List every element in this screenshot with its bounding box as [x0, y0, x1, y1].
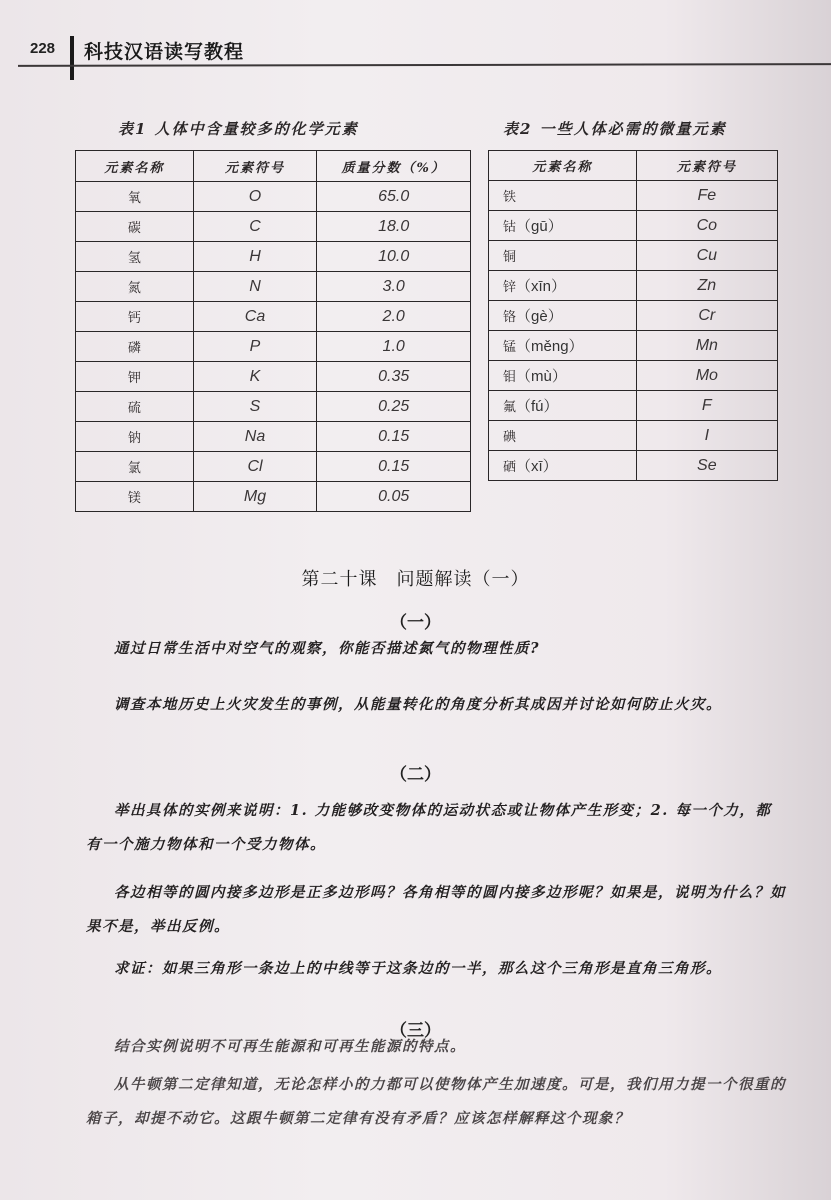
table-row — [76, 482, 471, 512]
table-header-row — [76, 151, 471, 182]
element-name: 氮 — [76, 272, 194, 302]
element-pinyin: （gè） — [516, 308, 563, 325]
element-name: 氧 — [76, 182, 194, 212]
table-row — [76, 242, 471, 272]
element-name: 钴 — [503, 220, 517, 235]
element-pinyin: （mù） — [516, 368, 567, 385]
mass-fraction: 0.25 — [317, 392, 471, 422]
mass-fraction: 1.0 — [317, 332, 471, 362]
element-symbol: Cu — [636, 241, 777, 271]
table-row — [489, 301, 778, 331]
table1-caption: 表1 人体中含量较多的化学元素 — [118, 120, 359, 138]
question-paragraph: 各边相等的圆内接多边形是正多边形吗？各角相等的圆内接多边形呢？如果是，说明为什么？如果不是，举出反例。 — [86, 884, 786, 935]
mass-fraction: 0.05 — [317, 482, 471, 512]
element-name: 铬 — [503, 310, 517, 325]
element-symbol: Zn — [636, 271, 777, 301]
element-symbol: Cr — [636, 301, 777, 331]
element-name-cell — [489, 241, 637, 271]
element-name: 氢 — [76, 242, 194, 272]
mass-fraction: 18.0 — [317, 212, 471, 242]
section-mark-1: （一） — [390, 613, 441, 633]
table-row — [489, 241, 778, 271]
element-symbol: K — [193, 362, 317, 392]
table-row — [76, 182, 471, 212]
element-symbol: P — [193, 332, 317, 362]
element-name: 氯 — [76, 452, 194, 482]
table-row — [489, 271, 778, 301]
element-name: 钼 — [503, 370, 517, 385]
element-name: 硒 — [503, 460, 517, 475]
question-paragraph: 通过日常生活中对空气的观察，你能否描述氮气的物理性质? — [114, 640, 540, 657]
column-header: 元素名称 — [489, 151, 637, 181]
element-symbol: Mn — [636, 331, 777, 361]
question-paragraph: 结合实例说明不可再生能源和可再生能源的特点。 — [114, 1038, 466, 1055]
element-name-cell — [489, 451, 637, 481]
header-divider-bar — [70, 36, 74, 80]
table-row — [76, 332, 471, 362]
table-row — [76, 212, 471, 242]
table-row — [489, 451, 778, 481]
book-title: 科技汉语读写教程 — [84, 41, 245, 63]
element-symbol: C — [193, 212, 317, 242]
element-name: 碳 — [76, 212, 194, 242]
element-symbol: Na — [193, 422, 317, 452]
element-symbol: Mg — [193, 482, 317, 512]
mass-fraction: 0.35 — [317, 362, 471, 392]
element-symbol: Se — [636, 451, 777, 481]
element-name: 铜 — [503, 250, 517, 265]
element-name-cell — [489, 391, 637, 421]
element-symbol: O — [193, 182, 317, 212]
element-name-cell — [489, 271, 637, 301]
table-row — [76, 392, 471, 422]
section-mark-3: （三） — [390, 1021, 441, 1041]
element-name-cell — [489, 421, 637, 451]
section-mark-2: （二） — [390, 765, 441, 785]
table1-major-elements — [75, 150, 471, 512]
question-paragraph: 求证：如果三角形一条边上的中线等于这条边的一半，那么这个三角形是直角三角形。 — [114, 960, 722, 977]
mass-fraction: 2.0 — [317, 302, 471, 332]
element-name: 锰 — [503, 340, 517, 355]
element-name: 镁 — [76, 482, 194, 512]
table-row — [489, 391, 778, 421]
element-name: 钙 — [76, 302, 194, 332]
table-row — [489, 331, 778, 361]
element-name: 碘 — [503, 430, 517, 445]
element-symbol: H — [193, 242, 317, 272]
column-header: 元素名称 — [76, 151, 194, 182]
column-header: 质量分数（%） — [317, 151, 471, 182]
table-row — [76, 362, 471, 392]
element-name: 铁 — [503, 190, 517, 205]
question-paragraph: 调查本地历史上火灾发生的事例，从能量转化的角度分析其成因并讨论如何防止火灾。 — [114, 696, 722, 713]
element-name: 磷 — [76, 332, 194, 362]
table-row — [76, 272, 471, 302]
table2-caption: 表2 一些人体必需的微量元素 — [503, 120, 727, 138]
page-header — [0, 0, 831, 80]
element-name: 锌 — [503, 280, 517, 295]
lesson-title: 第二十课 问题解读（一） — [301, 569, 530, 590]
question-paragraph: 从牛顿第二定律知道，无论怎样小的力都可以使物体产生加速度。可是，我们用力提一个很重的箱子，却提不动它。这跟牛顿第二定律有没有矛盾？应该怎样解释这个现象？ — [86, 1076, 786, 1127]
element-symbol: Ca — [193, 302, 317, 332]
element-pinyin: （xī） — [516, 458, 558, 475]
element-symbol: I — [636, 421, 777, 451]
table-row — [489, 361, 778, 391]
element-symbol: F — [636, 391, 777, 421]
question-paragraph: 举出具体的实例来说明：1. 力能够改变物体的运动状态或让物体产生形变；2. 每一个力，都有一个施力物体和一个受力物体。 — [86, 802, 772, 853]
table-row — [76, 422, 471, 452]
element-pinyin: （fú） — [516, 398, 559, 415]
mass-fraction: 10.0 — [317, 242, 471, 272]
element-name: 钠 — [76, 422, 194, 452]
element-name: 氟 — [503, 400, 517, 415]
table-header-row — [489, 151, 778, 181]
table-row — [76, 452, 471, 482]
mass-fraction: 0.15 — [317, 452, 471, 482]
table-row — [76, 302, 471, 332]
element-symbol: S — [193, 392, 317, 422]
element-name: 硫 — [76, 392, 194, 422]
element-name-cell — [489, 181, 637, 211]
element-symbol: Cl — [193, 452, 317, 482]
element-name-cell — [489, 331, 637, 361]
element-name-cell — [489, 361, 637, 391]
element-name-cell — [489, 301, 637, 331]
column-header: 元素符号 — [193, 151, 317, 182]
table-row — [489, 211, 778, 241]
table2-trace-elements — [488, 150, 778, 481]
mass-fraction: 0.15 — [317, 422, 471, 452]
element-pinyin: （měng） — [516, 338, 584, 355]
element-symbol: Fe — [636, 181, 777, 211]
element-name-cell — [489, 211, 637, 241]
column-header: 元素符号 — [636, 151, 777, 181]
page-number: 228 — [30, 40, 56, 57]
element-pinyin: （xīn） — [516, 278, 567, 295]
element-pinyin: （gū） — [516, 218, 563, 235]
mass-fraction: 3.0 — [317, 272, 471, 302]
element-symbol: Co — [636, 211, 777, 241]
element-name: 钾 — [76, 362, 194, 392]
header-rule — [18, 63, 831, 67]
table-row — [489, 181, 778, 211]
mass-fraction: 65.0 — [317, 182, 471, 212]
table-row — [489, 421, 778, 451]
element-symbol: Mo — [636, 361, 777, 391]
element-symbol: N — [193, 272, 317, 302]
